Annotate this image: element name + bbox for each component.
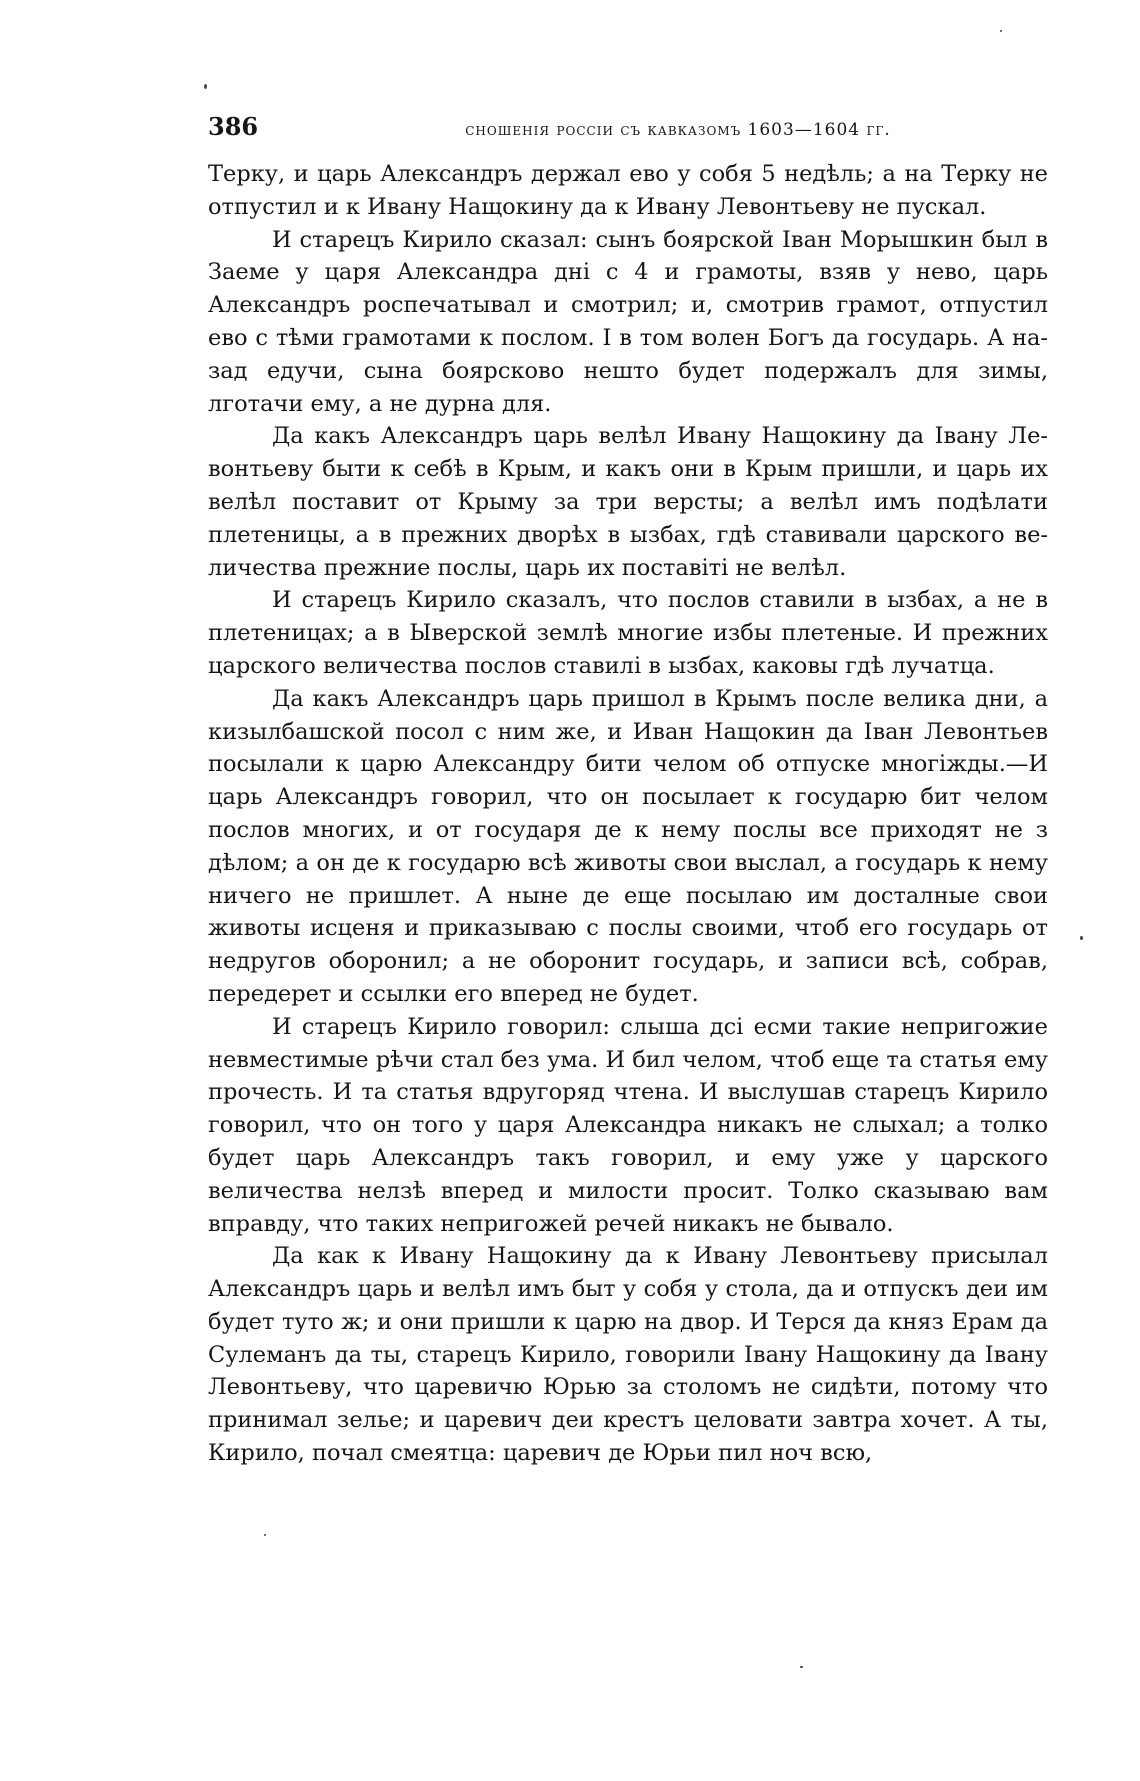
scan-speck xyxy=(800,1666,803,1668)
page-header xyxy=(208,112,1048,148)
scan-speck xyxy=(1080,936,1083,940)
paragraph: И старецъ Кирило сказал: сынъ боярской Іван Морышкин был в Заеме у царя Александра дні с 4 и грамоты, взяв у нево, царь Александръ роспечатывал и смотрил; и, смотрив грамот, отпустил ево с тѣми грамотами к послом. І в том волен Богъ да государь. А назад едучи, сына боярсково нешто будет подержалъ для зимы, лготачи ему, а не дурна для. xyxy=(208,226,1048,417)
scan-speck xyxy=(204,84,207,89)
body-text xyxy=(208,158,1048,1470)
paragraph: Терку, и царь Александръ держал ево у собя 5 недѣль; а на Терку не отпустил и к Ивану Нащокину да к Ивану Левонтьеву не пускал. xyxy=(208,161,1048,220)
scan-speck xyxy=(1000,30,1002,32)
paragraph: И старецъ Кирило говорил: слыша дсі есми такие непригожие невместимые рѣчи стал без ума. И бил челом, чтоб еще та статья ему прочесть. И та статья вдругоряд чтена. И выслушав старецъ Кирило говорил, что он того у царя Александра никакъ не слыхал; а толко будет царь Александръ такъ говорил, и ему уже у царского величества нелзѣ вперед и милости просит. Толко сказываю вам вправду, что таких непригожей речей никакъ не бывало. xyxy=(208,1013,1048,1237)
paragraph: Да какъ Александръ царь велѣл Ивану Нащокину да Івану Левонтьеву быти к себѣ в Крым, и какъ они в Крым пришли, и царь их велѣл поставит от Крыму за три версты; а велѣл имъ подѣлати плетеницы, а в прежних дворѣх в ызбах, гдѣ ставивали царского величества прежние послы, царь их поставіті не велѣл. xyxy=(208,423,1048,581)
paragraph: Да какъ Александръ царь пришол в Крымъ после велика дни, а кизылбашской посол с ним же, и Иван Нащокин да Іван Левонтьев посылали к царю Александру бити челом об отпуске многіжды.—И царь Александръ говорил, что он посылает к государю бит челом послов многих, и от государя де к нему послы все приходят не з дѣлом; а он де к государю всѣ животы свои выслал, а государь к нему ничего не пришлет. А ныне де еще посылаю им досталные свои животы исценя и приказываю с послы своими, чтоб его государь от недругов оборонил; а не оборонит государь, и записи всѣ, собрав, передерет и ссылки его вперед не будет. xyxy=(208,685,1048,1007)
paragraph: Да как к Ивану Нащокину да к Ивану Левонтьеву присылал Александръ царь и велѣл имъ быт у собя у стола, да и отпускъ деи им будет туто ж; и они пришли к царю на двор. И Терся да княз Ерам да Сулеманъ да ты, старецъ Кирило, говорили Івану Нащокину да Івану Левонтьеву, что царевичю Юрью за столомъ не сидѣти, потому что принимал зелье; и царевич деи крестъ целовати завтра хочет. А ты, Кирило, почал смеятца: царевич де Юрьи пил ноч всю, xyxy=(208,1243,1048,1467)
running-title: сношенія россіи съ кавказомъ 1603—1604 гг. xyxy=(465,120,891,140)
scan-speck xyxy=(264,1534,266,1536)
page-number: 386 xyxy=(208,112,259,141)
paragraph: И старецъ Кирило сказалъ, что послов ставили в ызбах, а не в плетеницах; а в Ыверской землѣ многие избы плетеные. И прежних царского величества послов ставилі в ызбах, каковы гдѣ лучатца. xyxy=(208,587,1048,679)
book-page xyxy=(208,112,1048,1470)
